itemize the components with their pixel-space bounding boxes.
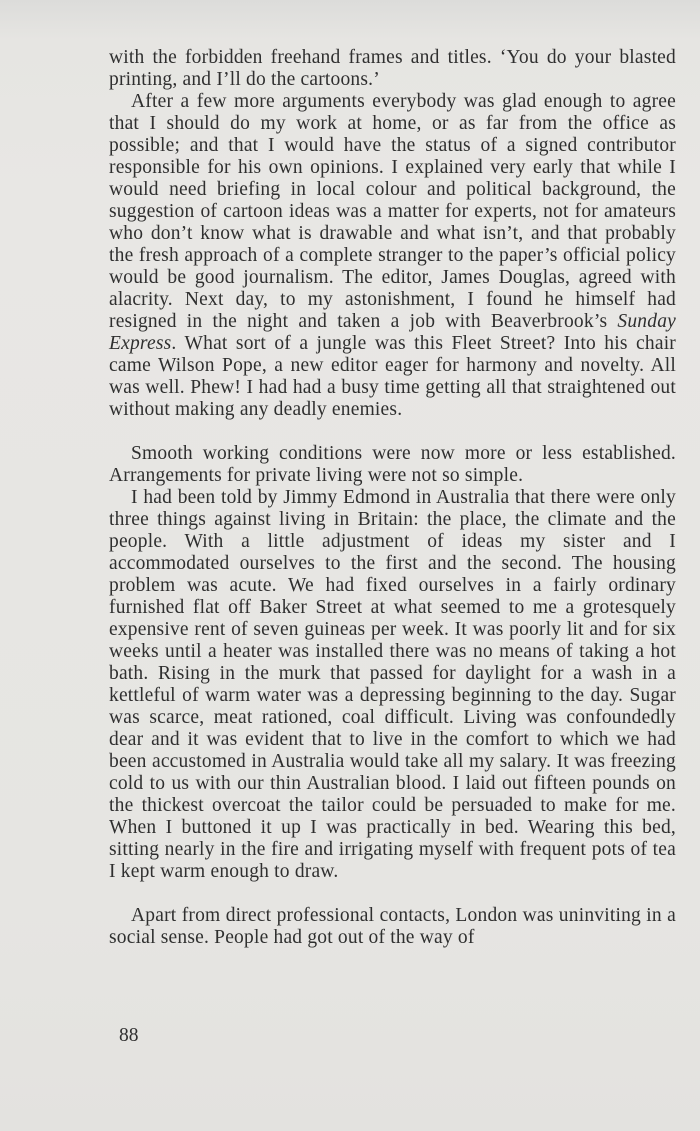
section-break [109,883,676,905]
section-break [109,421,676,443]
italic-title: Sunday Express [109,311,676,354]
paragraph-1: with the forbidden freehand frames and titles. ‘You do your blasted printing, and I’ll do the cartoons.’ [109,47,676,90]
body-text [109,47,676,949]
paragraph-5: Apart from direct professional contacts, London was uninviting in a social sense. People had got out of the way of [109,905,676,948]
page-number: 88 [119,1025,139,1046]
paragraph-2: After a few more arguments everybody was glad enough to agree that I should do my work at home, or as far from the office as possible; and that I would have the status of a signed contributor responsible for his own opinions. I explained very early that while I would need briefing in local colour and political background, the suggestion of cartoon ideas was a matter for experts, not for amateurs who don’t know what is drawable and what isn’t, and that probably the fresh approach of a complete stranger to the paper’s official policy would be good journalism. The editor, James Douglas, agreed with alacrity. Next day, to my astonishment, I found he himself had resigned in the night and taken a job with Beaverbrook’s Sunday Express. What sort of a jungle was this Fleet Street? Into his chair came Wilson Pope, a new editor eager for harmony and novelty. All was well. Phew! I had had a busy time getting all that straightened out without making any deadly enemies. [109,91,676,420]
paragraph-3: Smooth working conditions were now more or less established. Arrangements for private living were not so simple. [109,443,676,486]
paragraph-4: I had been told by Jimmy Edmond in Australia that there were only three things against living in Britain: the place, the climate and the people. With a little adjustment of ideas my sister and I accommodated ourselves to the first and the second. The housing problem was acute. We had fixed ourselves in a fairly ordinary furnished flat off Baker Street at what seemed to me a grotesquely expensive rent of seven guineas per week. It was poorly lit and for six weeks until a heater was installed there was no means of taking a hot bath. Rising in the murk that passed for daylight for a wash in a kettleful of warm water was a depressing beginning to the day. Sugar was scarce, meat rationed, coal difficult. Living was confoundedly dear and it was evident that to live in the comfort to which we had been accustomed in Australia would take all my salary. It was freezing cold to us with our thin Australian blood. I laid out fifteen pounds on the thickest overcoat the tailor could be persuaded to make for me. When I buttoned it up I was practically in bed. Wearing this bed, sitting nearly in the fire and irrigating myself with frequent pots of tea I kept warm enough to draw. [109,487,676,882]
